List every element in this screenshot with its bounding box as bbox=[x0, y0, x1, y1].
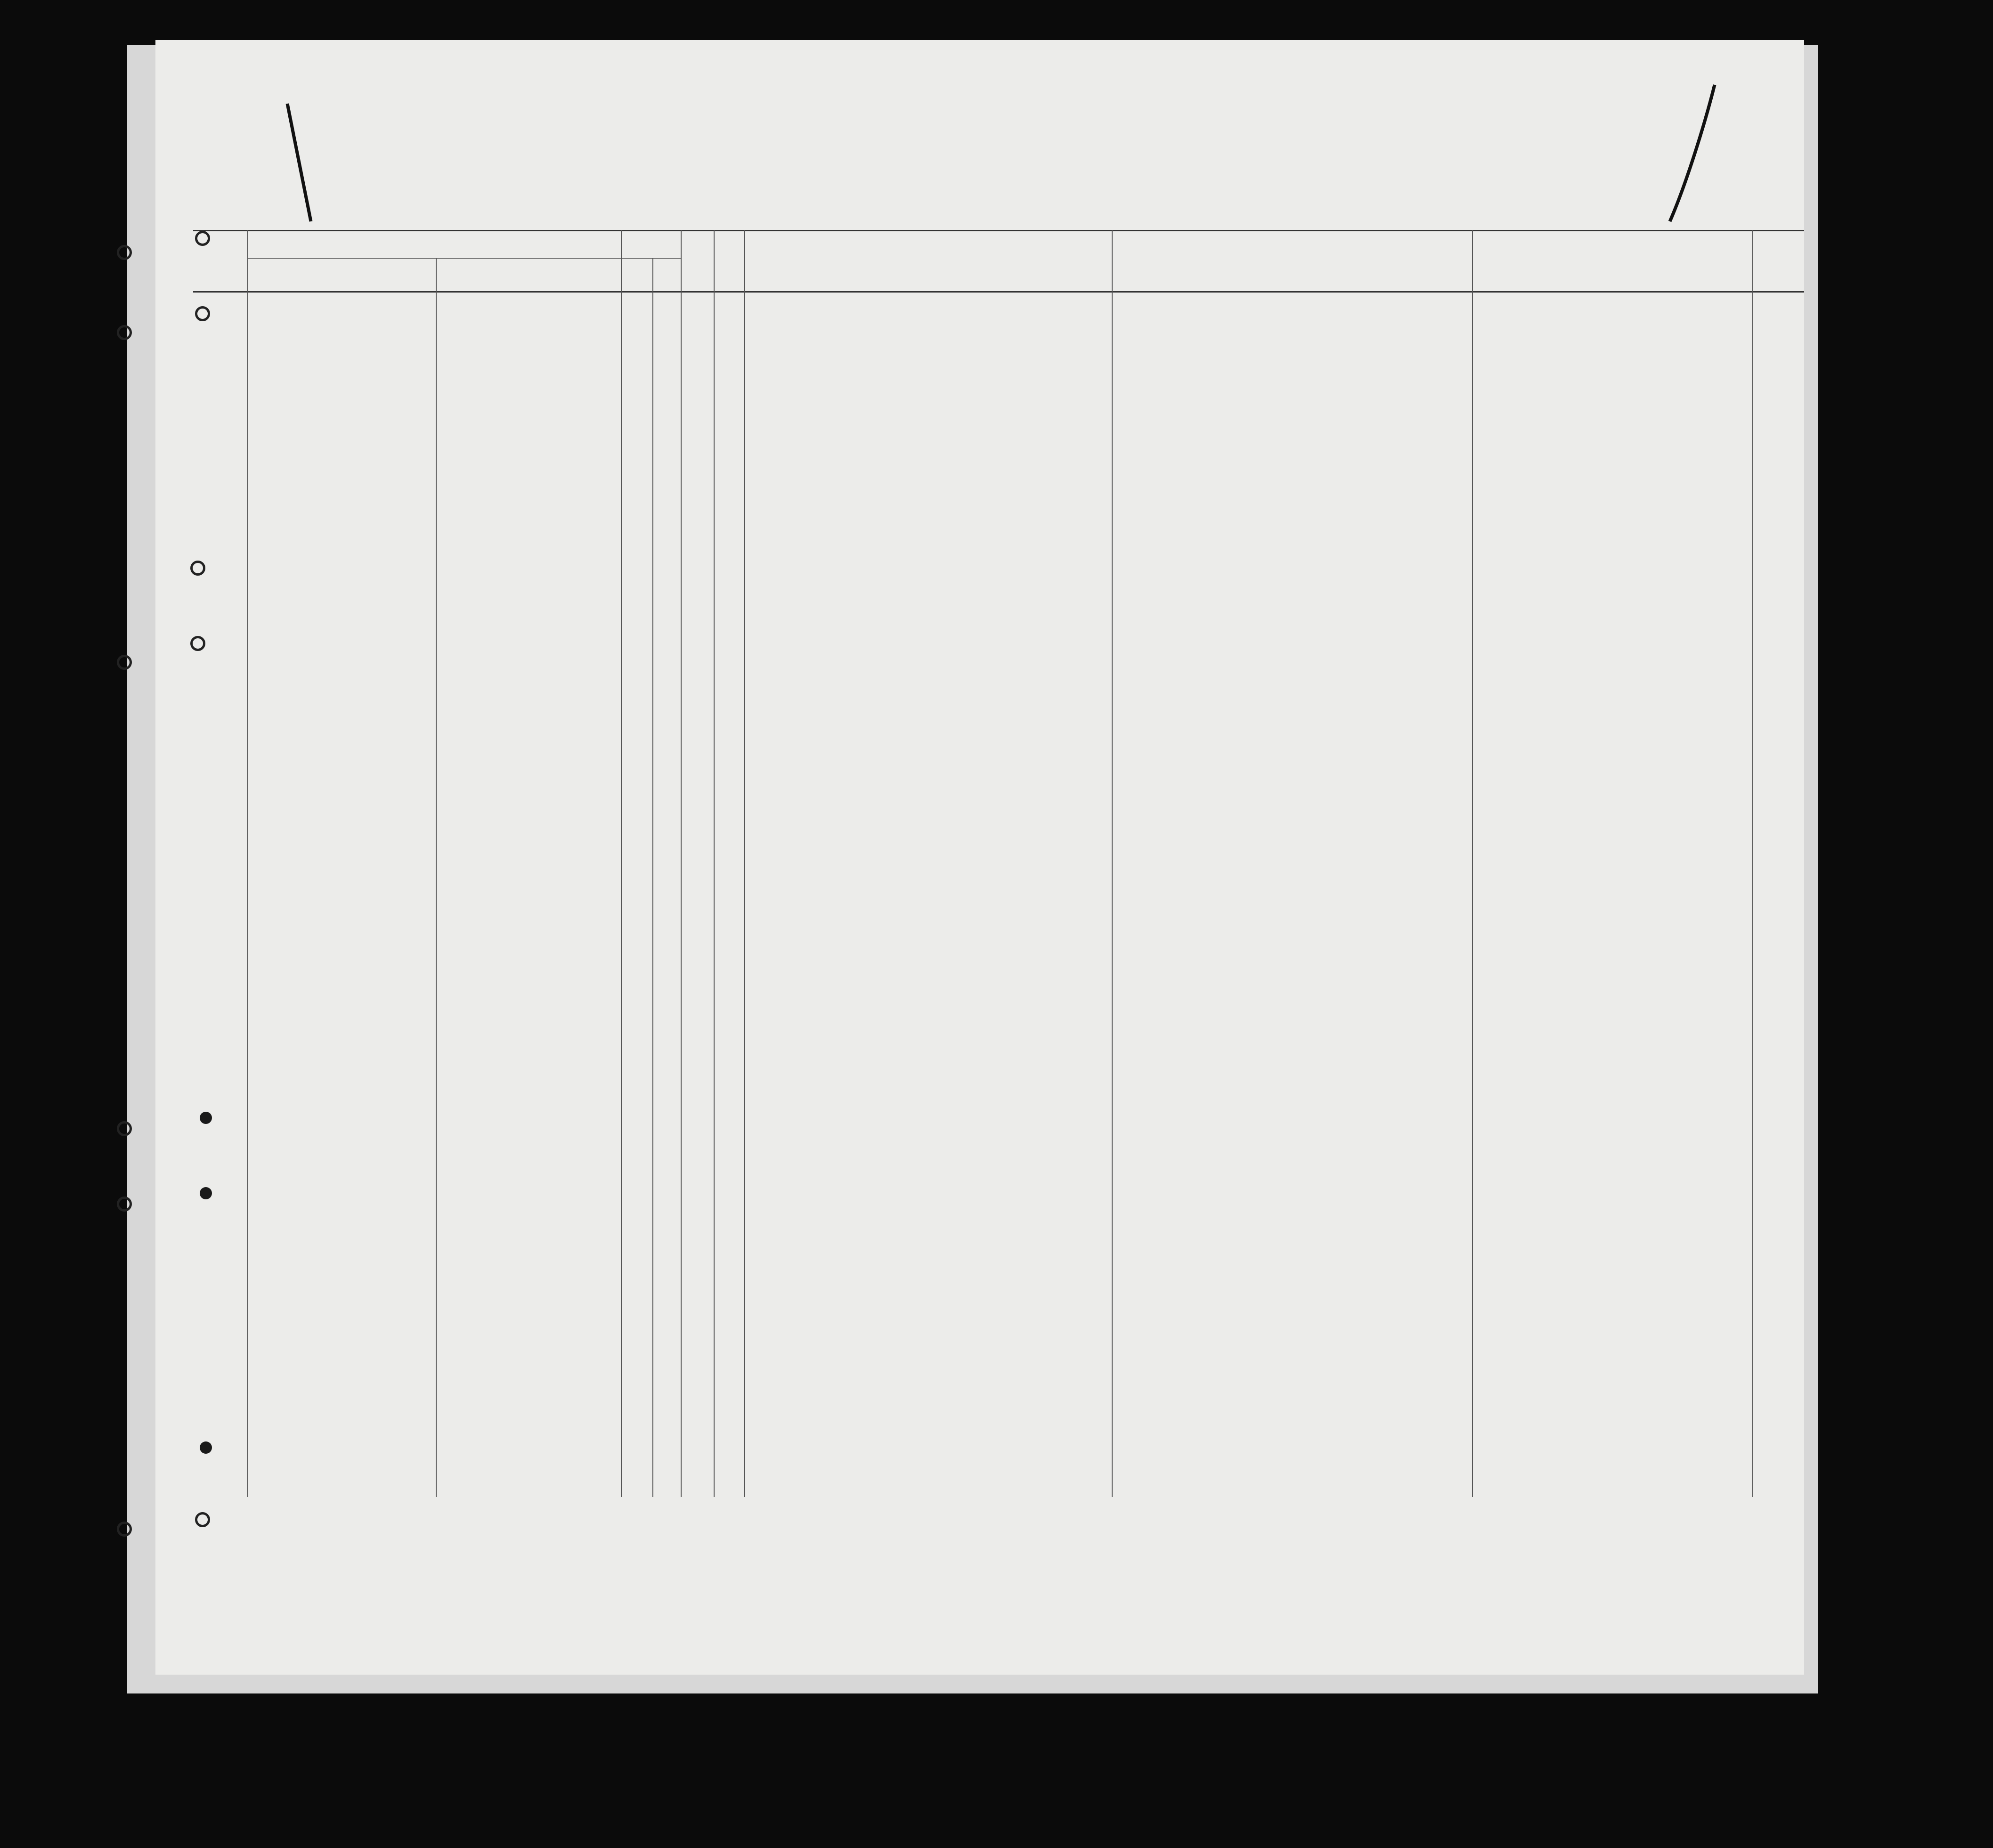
binder-hole bbox=[117, 655, 132, 670]
subheader-divider bbox=[247, 258, 681, 259]
col-divider bbox=[1472, 230, 1473, 1497]
punch-hole bbox=[195, 1512, 210, 1527]
punch-hole bbox=[190, 561, 205, 576]
col-divider bbox=[714, 230, 715, 1497]
binder-hole bbox=[117, 1197, 132, 1212]
punch-hole bbox=[200, 1112, 212, 1124]
punch-hole bbox=[190, 636, 205, 651]
punch-hole bbox=[200, 1441, 212, 1454]
binder-hole bbox=[117, 1121, 132, 1136]
col-divider bbox=[652, 258, 653, 1497]
manifest-page bbox=[155, 40, 1804, 1675]
binder-hole bbox=[117, 1522, 132, 1537]
punch-hole bbox=[200, 1187, 212, 1199]
col-divider bbox=[744, 230, 745, 1497]
table-top-border bbox=[193, 230, 1804, 231]
pen-mark-top-right bbox=[1649, 80, 1719, 231]
col-divider bbox=[1112, 230, 1113, 1497]
punch-hole bbox=[195, 231, 210, 246]
col-divider bbox=[681, 230, 682, 1497]
punch-hole bbox=[195, 306, 210, 321]
col-divider bbox=[1752, 230, 1753, 1497]
binder-hole bbox=[117, 325, 132, 340]
pen-mark-top bbox=[283, 99, 320, 226]
col-divider bbox=[247, 230, 248, 1497]
col-divider bbox=[621, 230, 622, 1497]
binder-hole bbox=[117, 245, 132, 260]
col-divider bbox=[436, 258, 437, 1497]
header-bottom-border bbox=[193, 291, 1804, 293]
